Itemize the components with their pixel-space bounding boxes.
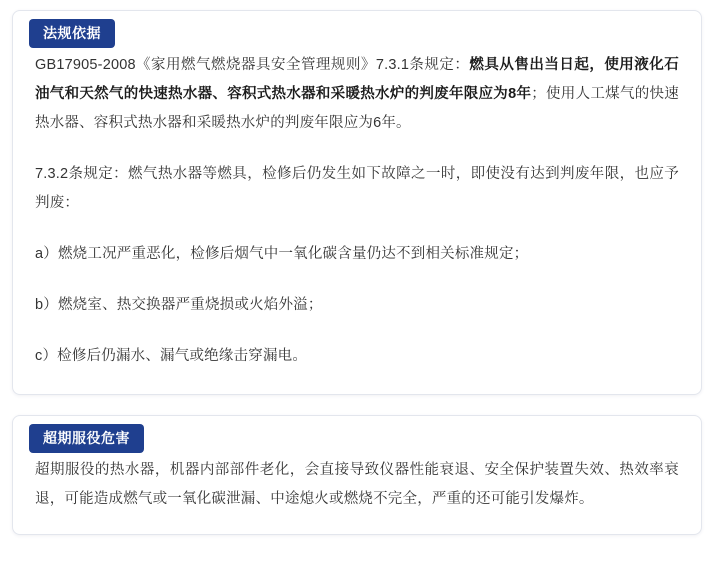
paragraph-7-3-2 [35,160,679,218]
card-legal-basis [12,10,702,395]
list-item-c-text: c）检修后仍漏水、漏气或绝缘击穿漏电。 [35,348,308,364]
paragraph-hazard [35,456,679,514]
paragraph-7-3-2-text: 7.3.2条规定：燃气热水器等燃具，检修后仍发生如下故障之一时，即使没有达到判废年限，也应予判废： [35,166,679,211]
paragraph-7-3-1 [35,51,679,138]
card-title-overdue-service-hazard: 超期服役危害 [29,424,144,453]
list-item-b [35,291,679,320]
list-item-c [35,342,679,371]
paragraph-7-3-1-part-3: ；使用人工煤气的快速热水器、容积式热水器和采暖热水炉的判废年限应为6年。 [35,86,679,131]
paragraph-7-3-1-part-1: GB17905-2008《家用燃气燃烧器具安全管理规则》7.3.1条规定： [35,57,470,73]
card-overdue-service-hazard [12,415,702,535]
paragraph-7-3-1-emphasis: 燃具从售出当日起，使用液化石油气和天然气的快速热水器、容积式热水器和采暖热水炉的判废年限应为8年 [35,57,679,102]
paragraph-hazard-text: 超期服役的热水器，机器内部部件老化，会直接导致仪器性能衰退、安全保护装置失效、热效率衰退，可能造成燃气或一氧化碳泄漏、中途熄火或燃烧不完全，严重的还可能引发爆炸。 [35,462,679,507]
card-body-legal-basis [13,11,701,389]
list-item-a-text: a）燃烧工况严重恶化，检修后烟气中一氧化碳含量仍达不到相关标准规定； [35,246,529,262]
card-title-legal-basis: 法规依据 [29,19,115,48]
list-item-b-text: b）燃烧室、热交换器严重烧损或火焰外溢； [35,297,323,313]
list-item-a [35,240,679,269]
